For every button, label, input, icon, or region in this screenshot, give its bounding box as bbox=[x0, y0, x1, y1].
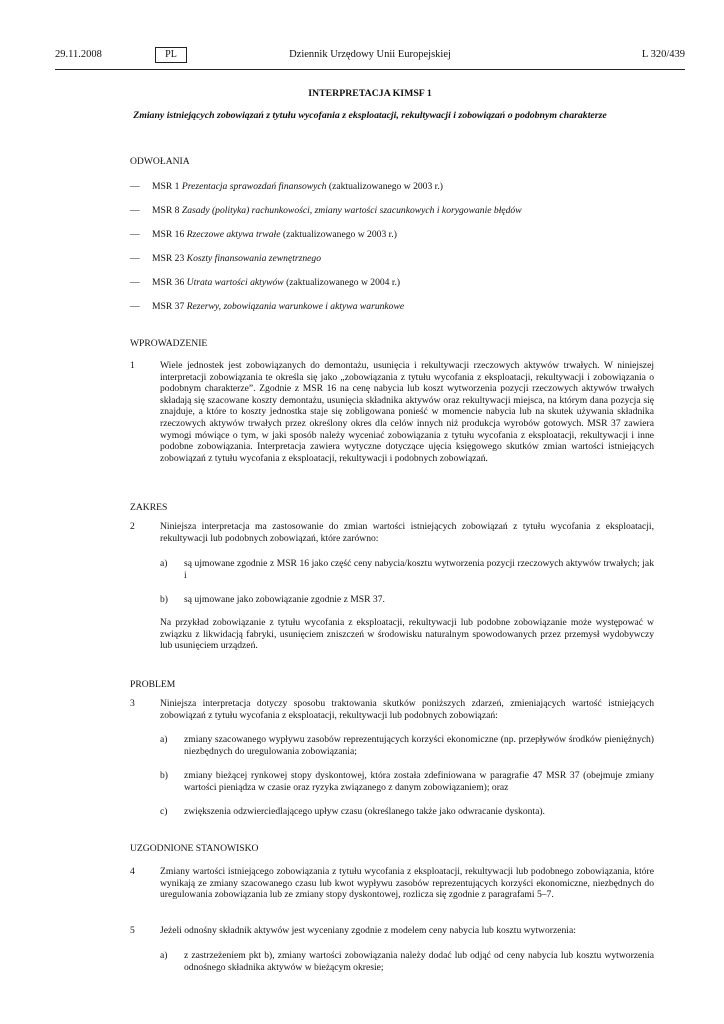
section-heading-references: ODWOŁANIA bbox=[130, 156, 190, 167]
reference-name: Utrata wartości aktywów bbox=[186, 277, 284, 288]
reference-code: MSR 36 bbox=[152, 277, 185, 288]
list-item-text: są ujmowane jako zobowiązanie zgodnie z MSR 37. bbox=[184, 594, 385, 605]
list-dash: — bbox=[130, 277, 140, 288]
paragraph-text: Jeżeli odnośny składnik aktywów jest wyceniany zgodnie z modelem ceny nabycia lub kosztu wytworzenia: bbox=[160, 925, 576, 936]
list-label: b) bbox=[160, 770, 168, 781]
list-dash: — bbox=[130, 253, 140, 264]
paragraph-text: Niniejsza interpretacja dotyczy sposobu traktowania skutków poniższych zdarzeń, zmieniających wartość istniejących zobowiązań z tytułu wycofania z eksploatacji, rekultywacji lub podobnych zobowiązań: bbox=[160, 698, 654, 721]
publication-date: 29.11.2008 bbox=[55, 49, 102, 60]
reference-item bbox=[152, 205, 652, 217]
paragraph-number: 2 bbox=[130, 521, 135, 532]
list-label: c) bbox=[160, 806, 168, 817]
document-title: INTERPRETACJA KIMSF 1 bbox=[308, 88, 432, 99]
reference-code: MSR 16 bbox=[152, 229, 185, 240]
list-label: a) bbox=[160, 558, 168, 569]
reference-note: (zaktualizowanego w 2003 r.) bbox=[328, 181, 443, 192]
paragraph-text: Wiele jednostek jest zobowiązanych do demontażu, usunięcia i rekultywacji rzeczowych aktywów trwałych. W niniejszej interpretacji zobowiązania te określa się jako „zobowiązania z tytułu wycofania z eksploatacji, rekultywacji i zobowiązania o podobnym charakterze”. Zgodnie z MSR 16 na cenę nabycia lub koszt wytworzenia pozycji rzeczowych aktywów trwałych składają się szacowane koszty demontażu, usunięcia składnika aktywów oraz rekultywacji miejsca, na którym dana pozycja się znajduje, a które to koszty jednostka staje się zobligowana ponieść w momencie nabycia lub na skutek używania składnika rzeczowych aktywów trwałych przez określony okres dla celów innych niż produkcja wyrobów gotowych. MSR 37 zawiera wymogi mówiące o tym, w jaki sposób należy wyceniać zobowiązania z tytułu wycofania z eksploatacji, rekultywacji i inne podobne zobowiązania. Interpretacja zawiera wytyczne dotyczące ujęcia księgowego skutków zmian wartości istniejących zobowiązań z tytułu wycofania z eksploatacji, rekultywacji i podobnych zobowiązań. bbox=[160, 360, 654, 464]
paragraph-number: 5 bbox=[130, 925, 135, 936]
reference-name: Prezentacja sprawozdań finansowych bbox=[181, 181, 327, 192]
language-badge: PL bbox=[155, 47, 187, 63]
reference-name: Rezerwy, zobowiązania warunkowe i aktywa warunkowe bbox=[186, 301, 405, 312]
paragraph-text: Na przykład zobowiązanie z tytułu wycofania z eksploatacji, rekultywacji lub podobne zobowiązanie może występować w związku z likwidacją fabryki, usunięciem zniszczeń w środowisku naturalnym spowodowanych przez przemysł wydobywczy lub usunięciem urządzeń. bbox=[160, 617, 654, 652]
journal-title: Dziennik Urzędowy Unii Europejskiej bbox=[289, 49, 451, 60]
paragraph-number: 3 bbox=[130, 698, 135, 709]
paragraph-text: Niniejsza interpretacja ma zastosowanie do zmian wartości istniejących zobowiązań z tytułu wycofania z eksploatacji, rekultywacji lub podobnych zobowiązań, które zarówno: bbox=[160, 521, 654, 544]
list-dash: — bbox=[130, 229, 140, 240]
list-item-text: z zastrzeżeniem pkt b), zmiany wartości zobowiązania należy dodać lub odjąć od ceny nabycia lub kosztu wytworzenia odnośnego składnika aktywów w bieżącym okresie; bbox=[184, 950, 654, 973]
document-subtitle: Zmiany istniejących zobowiązań z tytułu wycofania z eksploatacji, rekultywacji i zobowiązań o podobnym charakterze bbox=[133, 110, 607, 121]
list-label: a) bbox=[160, 950, 168, 961]
section-heading-problem: PROBLEM bbox=[130, 679, 176, 690]
reference-code: MSR 8 bbox=[152, 205, 180, 216]
page-number: L 320/439 bbox=[641, 49, 685, 60]
reference-name: Rzeczowe aktywa trwałe bbox=[186, 229, 281, 240]
reference-item bbox=[152, 277, 652, 289]
reference-name: Koszty finansowania zewnętrznego bbox=[186, 253, 321, 264]
reference-item bbox=[152, 301, 652, 313]
paragraph-number: 1 bbox=[130, 360, 135, 371]
reference-note: (zaktualizowanego w 2003 r.) bbox=[282, 229, 397, 240]
page-header bbox=[55, 47, 685, 70]
paragraph-number: 4 bbox=[130, 866, 135, 877]
reference-code: MSR 23 bbox=[152, 253, 185, 264]
reference-note: (zaktualizowanego w 2004 r.) bbox=[286, 277, 401, 288]
list-label: b) bbox=[160, 594, 168, 605]
reference-item bbox=[152, 253, 652, 265]
list-dash: — bbox=[130, 181, 140, 192]
list-item-text: zmiany bieżącej rynkowej stopy dyskontowej, która została zdefiniowana w paragrafie 47 MSR 37 (obejmuje zmiany wartości pieniądza w czasie oraz ryzyka związanego z danym zobowiązaniem); oraz bbox=[184, 770, 654, 793]
list-item-text: są ujmowane zgodnie z MSR 16 jako część ceny nabycia/kosztu wytworzenia pozycji rzeczowych aktywów trwałych; jak i bbox=[184, 558, 654, 581]
list-label: a) bbox=[160, 734, 168, 745]
reference-item bbox=[152, 229, 652, 241]
list-item-text: zwiększenia odzwierciedlającego upływ czasu (określanego także jako odwracanie dyskonta). bbox=[184, 806, 545, 817]
section-heading-consensus: UZGODNIONE STANOWISKO bbox=[130, 843, 259, 854]
section-heading-introduction: WPROWADZENIE bbox=[130, 338, 208, 349]
list-dash: — bbox=[130, 301, 140, 312]
list-item-text: zmiany szacowanego wypływu zasobów reprezentujących korzyści ekonomiczne (np. przepływów środków pieniężnych) niezbędnych do uregulowania zobowiązania; bbox=[184, 734, 654, 757]
paragraph-text: Zmiany wartości istniejącego zobowiązania z tytułu wycofania z eksploatacji, rekultywacji lub podobnego zobowiązania, które wynikają ze zmiany szacowanego czasu lub kwot wypływu zasobów reprezentujących korzyści ekonomiczne, niezbędnych do uregulowania zobowiązania lub ze zmiany stopy dyskontowej, rozlicza się zgodnie z paragrafami 5–7. bbox=[160, 866, 654, 901]
list-dash: — bbox=[130, 205, 140, 216]
reference-code: MSR 37 bbox=[152, 301, 185, 312]
reference-name: Zasady (polityka) rachunkowości, zmiany wartości szacunkowych i korygowanie błędów bbox=[181, 205, 522, 216]
reference-code: MSR 1 bbox=[152, 181, 180, 192]
reference-item bbox=[152, 181, 652, 193]
section-heading-scope: ZAKRES bbox=[130, 502, 168, 513]
